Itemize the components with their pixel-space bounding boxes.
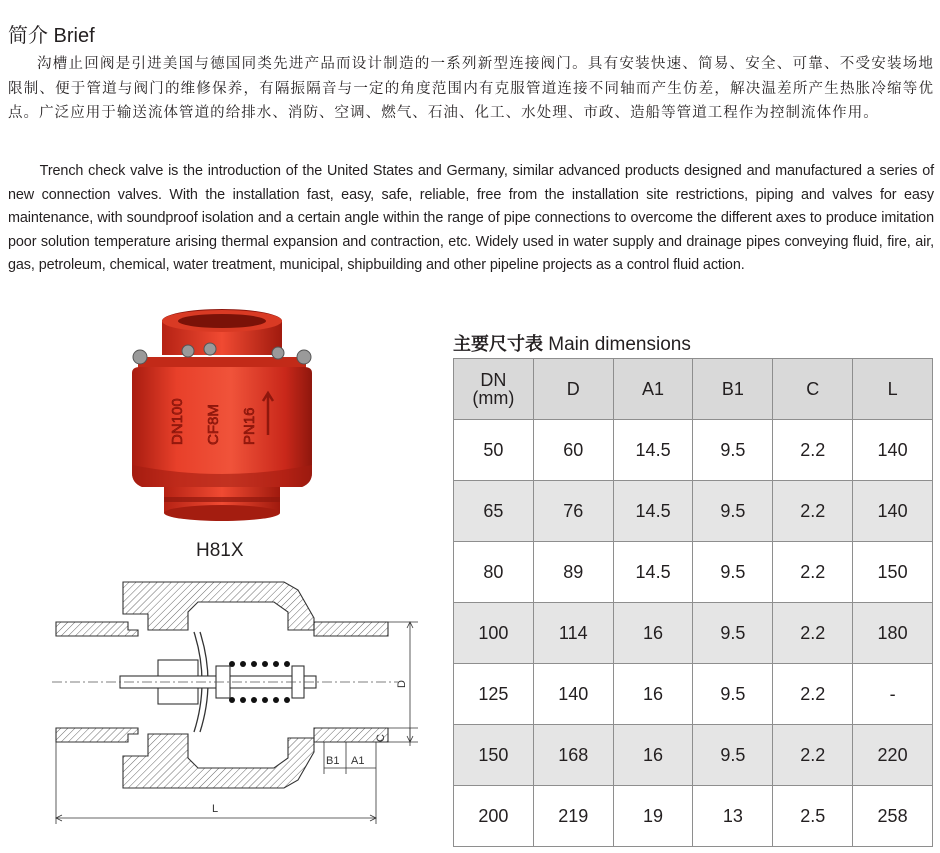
table-row bbox=[454, 786, 933, 847]
table-cell: 14.5 bbox=[613, 481, 693, 542]
table-cell: 219 bbox=[533, 786, 613, 847]
table-cell: 125 bbox=[454, 664, 534, 725]
header-a1: A1 bbox=[613, 359, 693, 420]
valve-product-photo bbox=[118, 305, 326, 527]
table-cell: 16 bbox=[613, 603, 693, 664]
table-row bbox=[454, 603, 933, 664]
drawing-label-l: L bbox=[212, 803, 219, 815]
table-cell: 2.2 bbox=[773, 725, 853, 786]
table-header-row bbox=[454, 359, 933, 420]
table-cell: 168 bbox=[533, 725, 613, 786]
brief-title: 简介 Brief bbox=[8, 25, 95, 47]
header-l: L bbox=[853, 359, 933, 420]
table-cell: 140 bbox=[533, 664, 613, 725]
table-cell: 16 bbox=[613, 664, 693, 725]
table-cell: 150 bbox=[853, 542, 933, 603]
header-b1: B1 bbox=[693, 359, 773, 420]
table-cell: 14.5 bbox=[613, 542, 693, 603]
table-cell: 2.5 bbox=[773, 786, 853, 847]
dimensions-table bbox=[453, 358, 933, 847]
table-cell: 89 bbox=[533, 542, 613, 603]
table-cell: 60 bbox=[533, 420, 613, 481]
table-cell: 14.5 bbox=[613, 420, 693, 481]
table-cell: 9.5 bbox=[693, 664, 773, 725]
dimensions-title bbox=[453, 330, 691, 356]
table-cell: 9.5 bbox=[693, 603, 773, 664]
table-cell: 150 bbox=[454, 725, 534, 786]
table-cell: 200 bbox=[454, 786, 534, 847]
brief-chinese-text: 沟槽止回阀是引进美国与德国同类先进产品而设计制造的一系列新型连接阀门。具有安装快速、简易、安全、可靠、不受安装场地限制、便于管道与阀门的维修保养，有隔振隔音与一定的角度范围内有克服管道连接不同轴而产生仿差，解决温差所产生热胀冷缩等优点。广泛应用于输送流体管道的给排水、消防、空调、燃气、石油、化工、水处理、市政、造船等管道工程作为控制流体作用。 bbox=[8, 56, 934, 121]
table-cell: 19 bbox=[613, 786, 693, 847]
drawing-label-d: D bbox=[396, 680, 408, 688]
table-row bbox=[454, 542, 933, 603]
drawing-label-c: C bbox=[375, 734, 387, 742]
table-cell: 9.5 bbox=[693, 542, 773, 603]
table-cell: 2.2 bbox=[773, 481, 853, 542]
table-cell: 2.2 bbox=[773, 542, 853, 603]
header-c: C bbox=[773, 359, 853, 420]
table-cell: 16 bbox=[613, 725, 693, 786]
table-row bbox=[454, 664, 933, 725]
table-row bbox=[454, 481, 933, 542]
dimensions-title-cn: 主要尺寸表 bbox=[453, 334, 543, 355]
table-cell: 114 bbox=[533, 603, 613, 664]
header-d: D bbox=[533, 359, 613, 420]
table-row bbox=[454, 420, 933, 481]
drawing-label-a1: A1 bbox=[351, 755, 365, 767]
table-cell: 9.5 bbox=[693, 420, 773, 481]
table-cell: 140 bbox=[853, 481, 933, 542]
table-cell: 50 bbox=[454, 420, 534, 481]
drawing-label-b1: B1 bbox=[326, 755, 340, 767]
table-cell: 13 bbox=[693, 786, 773, 847]
table-cell: 180 bbox=[853, 603, 933, 664]
casting-mark-2: CF8M bbox=[205, 404, 222, 445]
casting-mark-3: PN16 bbox=[241, 407, 258, 445]
table-cell: 2.2 bbox=[773, 420, 853, 481]
table-cell: 258 bbox=[853, 786, 933, 847]
table-cell: 100 bbox=[454, 603, 534, 664]
table-cell: 80 bbox=[454, 542, 534, 603]
brief-english-text: Trench check valve is the introduction of the United States and Germany, similar advanced products designed and manufactured a series of new connection valves. With the installation fast, easy, safe, reliable, free from the installation site restrictions, piping and valves for easy maintenance, with soundproof isolation and a certain angle within the range of pipe connections to overcome the different axes to produce imitation poor solution temperature arising thermal expansion and contraction, etc. Widely used in water supply and drainage pipes conveying fluid, fire, air, gas, petroleum, chemical, water treatment, municipal, shipbuilding and other pipeline projects as a control fluid action. bbox=[8, 163, 934, 274]
table-cell: 2.2 bbox=[773, 603, 853, 664]
table-row bbox=[454, 725, 933, 786]
table-cell: 65 bbox=[454, 481, 534, 542]
valve-cross-section-drawing bbox=[48, 578, 440, 830]
table-cell: 76 bbox=[533, 481, 613, 542]
table-cell: - bbox=[853, 664, 933, 725]
product-model-label: H81X bbox=[196, 540, 244, 561]
casting-mark-1: DN100 bbox=[169, 398, 186, 445]
header-dn: DN (mm) bbox=[454, 359, 534, 420]
table-cell: 2.2 bbox=[773, 664, 853, 725]
dimensions-title-en: Main dimensions bbox=[543, 334, 691, 355]
table-cell: 140 bbox=[853, 420, 933, 481]
table-cell: 9.5 bbox=[693, 481, 773, 542]
table-cell: 9.5 bbox=[693, 725, 773, 786]
table-cell: 220 bbox=[853, 725, 933, 786]
